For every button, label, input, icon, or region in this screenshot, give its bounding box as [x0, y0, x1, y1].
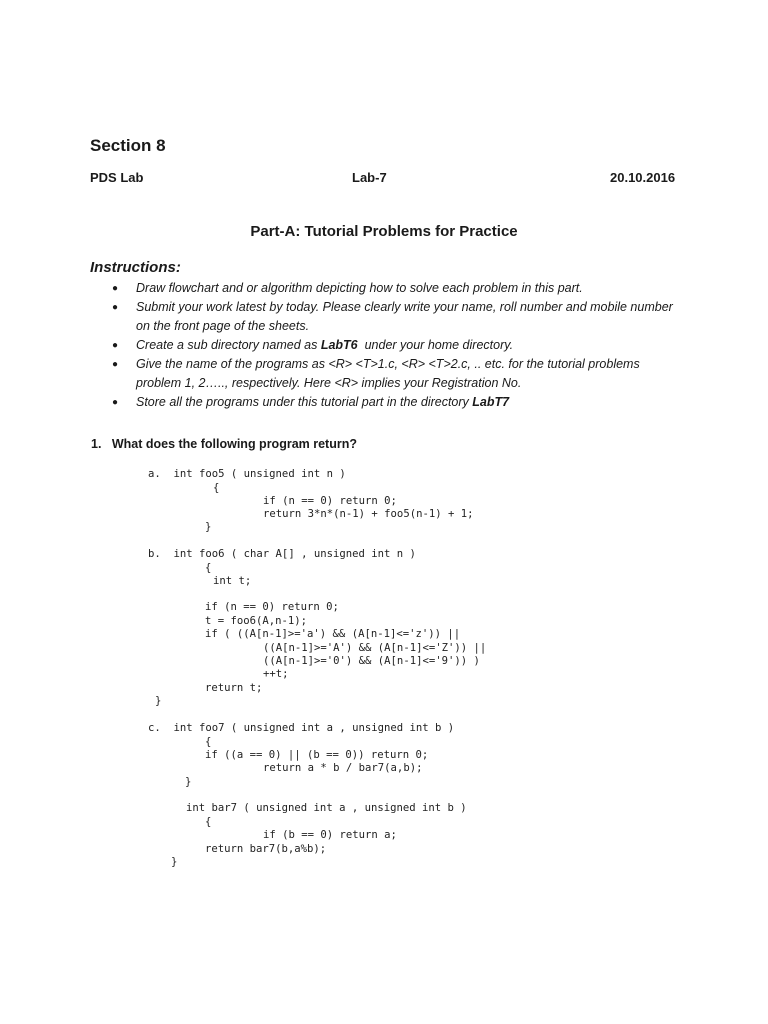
- code-line: if (b == 0) return a;: [263, 829, 397, 841]
- code-line: {: [205, 736, 212, 748]
- bullet-icon: ●: [112, 283, 119, 294]
- directory-name: LabT7: [472, 395, 510, 409]
- code-line: c. int foo7 ( unsigned int a , unsigned int b ): [148, 722, 455, 734]
- bullet-icon: ●: [112, 359, 119, 370]
- code-line: }: [205, 521, 212, 533]
- code-line: a. int foo5 ( unsigned int n ): [148, 468, 346, 480]
- instruction-text: Store all the programs under this tutorial part in the directory: [136, 395, 473, 409]
- bullet-icon: ●: [112, 302, 119, 313]
- code-line: {: [213, 482, 220, 494]
- instruction-text: Give the name of the programs as <R> <T>1.c, <R> <T>2.c, .. etc. for the tutorial problems problem 1, 2….., respectively. Here <R> implies your Registration No.: [136, 357, 640, 390]
- part-title: Part-A: Tutorial Problems for Practice: [250, 223, 518, 240]
- code-line: ++t;: [263, 668, 289, 680]
- code-line: return 3*n*(n-1) + foo5(n-1) + 1;: [263, 508, 474, 520]
- course-name: PDS Lab: [90, 170, 144, 185]
- code-line: if ((a == 0) || (b == 0)) return 0;: [205, 749, 429, 761]
- code-line: if ( ((A[n-1]>='a') && (A[n-1]<='z')) ||: [205, 628, 461, 640]
- code-line: b. int foo6 ( char A[] , unsigned int n ): [148, 548, 416, 560]
- code-line: if (n == 0) return 0;: [205, 601, 339, 613]
- code-line: return a * b / bar7(a,b);: [263, 762, 423, 774]
- code-line: {: [205, 562, 212, 574]
- section-title: Section 8: [90, 136, 166, 155]
- bullet-icon: ●: [112, 397, 119, 408]
- code-line: if (n == 0) return 0;: [263, 495, 397, 507]
- code-line: return bar7(b,a%b);: [205, 843, 327, 855]
- code-line: }: [185, 776, 192, 788]
- directory-name: LabT6: [320, 338, 358, 352]
- instruction-text: Draw flowchart and or algorithm depicting how to solve each problem in this part.: [136, 281, 583, 295]
- code-line: {: [205, 816, 212, 828]
- code-line: return t;: [205, 682, 263, 694]
- lab-date: 20.10.2016: [610, 170, 676, 185]
- instruction-text: Create a sub directory named as: [136, 338, 321, 352]
- code-line: ((A[n-1]>='A') && (A[n-1]<='Z')) ||: [263, 642, 487, 654]
- bullet-icon: ●: [112, 340, 119, 351]
- code-line: }: [171, 856, 178, 868]
- code-line: t = foo6(A,n-1);: [205, 615, 308, 627]
- code-line: }: [155, 695, 162, 707]
- instruction-text: Submit your work latest by today. Please clearly write your name, roll number and mobile number on the front page of the sheets.: [136, 300, 673, 333]
- instruction-text: under your home directory.: [357, 338, 514, 352]
- code-line: ((A[n-1]>='0') && (A[n-1]<='9')) ): [263, 655, 480, 667]
- lab-number: Lab-7: [352, 170, 387, 185]
- code-line: int t;: [213, 575, 252, 587]
- code-line: int bar7 ( unsigned int a , unsigned int b ): [186, 802, 467, 814]
- question-1: 1. What does the following program return?: [91, 437, 357, 451]
- instructions-heading: Instructions:: [90, 259, 181, 276]
